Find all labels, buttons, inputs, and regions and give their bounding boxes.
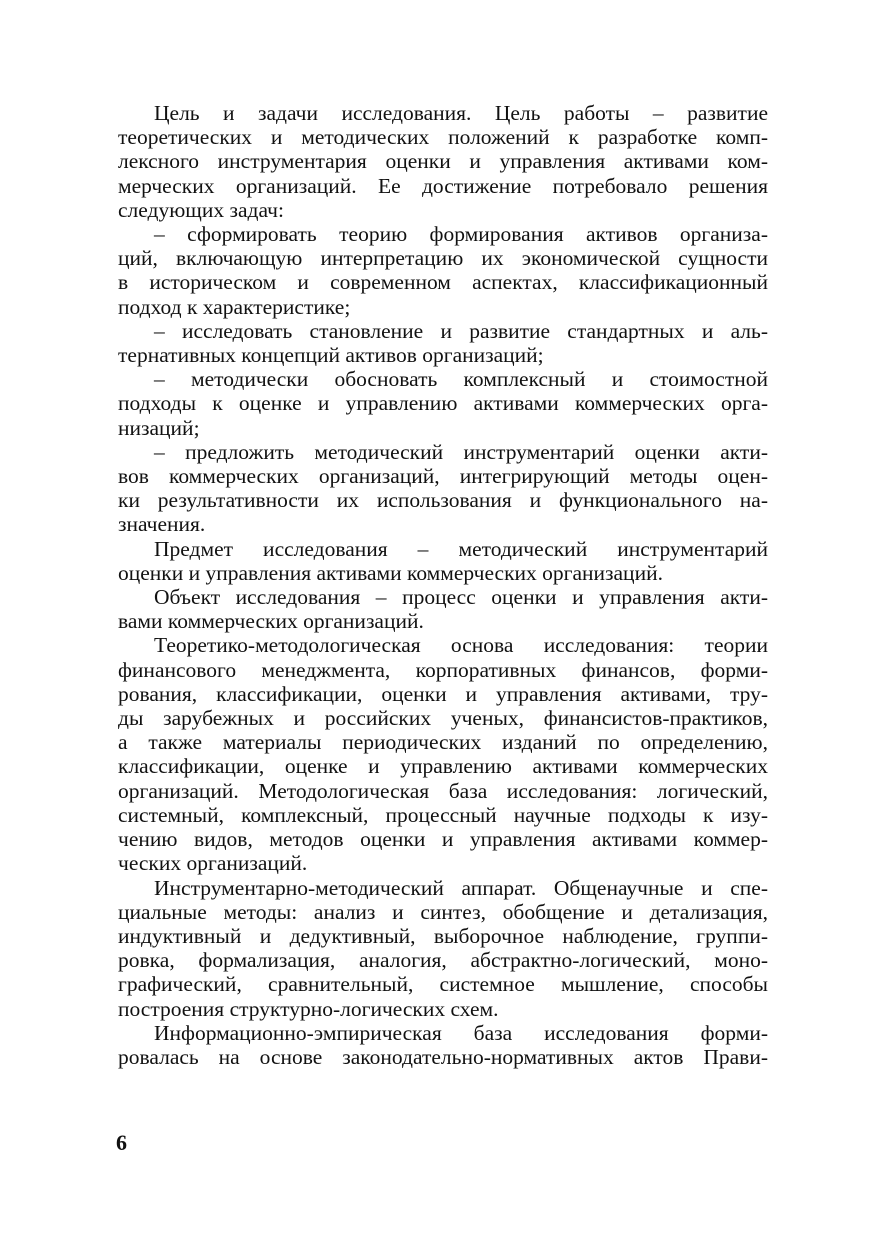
text-line: – сформировать теорию формирования активов организа- bbox=[154, 222, 768, 247]
text-line: рования, классификации, оценки и управления активами, тру- bbox=[118, 681, 768, 706]
text-line: построения структурно-логических схем. bbox=[118, 996, 499, 1021]
text-line: тернативных концепций активов организаций; bbox=[118, 343, 544, 368]
text-line: оценки и управления активами коммерческих организаций. bbox=[118, 560, 663, 585]
text-line: в историческом и современном аспектах, классификационный bbox=[118, 270, 768, 295]
text-line: Цель и задачи исследования. Цель работы – развитие bbox=[154, 101, 768, 125]
text-line: вов коммерческих организаций, интегрирующий методы оцен- bbox=[118, 464, 768, 489]
text-line: чению видов, методов оценки и управления активами коммер- bbox=[118, 827, 768, 852]
text-line: Инструментарно-методический аппарат. Общенаучные и спе- bbox=[154, 875, 768, 900]
paragraph bbox=[118, 633, 768, 875]
text-line: лексного инструментария оценки и управления активами ком- bbox=[118, 149, 768, 174]
text-line: а также материалы периодических изданий по определению, bbox=[118, 730, 768, 755]
paragraph bbox=[118, 101, 768, 222]
text-line: следующих задач: bbox=[118, 197, 284, 222]
text-line: ческих организаций. bbox=[118, 851, 308, 876]
text-line: мерческих организаций. Ее достижение потребовало решения bbox=[118, 173, 768, 198]
text-line: подход к характеристике; bbox=[118, 294, 351, 319]
text-line: финансового менеджмента, корпоративных финансов, форми- bbox=[118, 657, 768, 682]
text-line: циальные методы: анализ и синтез, обобщение и детализация, bbox=[118, 899, 768, 924]
text-line: классификации, оценке и управлению активами коммерческих bbox=[118, 754, 768, 779]
paragraph bbox=[118, 222, 768, 319]
text-line: индуктивный и дедуктивный, выборочное наблюдение, группи- bbox=[118, 923, 768, 948]
text-line: – предложить методический инструментарий оценки акти- bbox=[154, 439, 768, 464]
text-line: ций, включающую интерпретацию их экономической сущности bbox=[118, 246, 768, 271]
text-line: – исследовать становление и развитие стандартных и аль- bbox=[154, 318, 768, 343]
text-line: Информационно-эмпирическая база исследования форми- bbox=[154, 1020, 768, 1045]
text-line: ровалась на основе законодательно-нормативных актов Прави- bbox=[118, 1044, 768, 1069]
text-line: подходы к оценке и управлению активами коммерческих орга- bbox=[118, 391, 768, 416]
text-line: ды зарубежных и российских ученых, финансистов-практиков, bbox=[118, 706, 768, 731]
paragraph bbox=[118, 1021, 768, 1069]
text-line: Объект исследования – процесс оценки и управления акти- bbox=[154, 585, 768, 610]
text-line: системный, комплексный, процессный научные подходы к изу- bbox=[118, 802, 768, 827]
paragraph bbox=[118, 537, 768, 585]
text-line: организаций. Методологическая база исследования: логический, bbox=[118, 778, 768, 803]
text-line: вами коммерческих организаций. bbox=[118, 609, 424, 634]
text-line: ки результативности их использования и функционального на- bbox=[118, 488, 768, 513]
paragraph bbox=[118, 319, 768, 367]
text-line: графический, сравнительный, системное мышление, способы bbox=[118, 972, 768, 997]
text-line: Теоретико-методологическая основа исследования: теории bbox=[154, 633, 768, 658]
paragraph bbox=[118, 440, 768, 537]
text-line: – методически обосновать комплексный и стоимостной bbox=[154, 367, 768, 392]
text-line: ровка, формализация, аналогия, абстрактно-логический, моно- bbox=[118, 948, 768, 973]
paragraph bbox=[118, 585, 768, 633]
body-text bbox=[118, 101, 768, 1069]
text-line: теоретических и методических положений к разработке комп- bbox=[118, 125, 768, 150]
text-line: значения. bbox=[118, 512, 206, 537]
paragraph bbox=[118, 876, 768, 1021]
paragraph bbox=[118, 367, 768, 440]
page-number: 6 bbox=[116, 1130, 127, 1155]
text-line: Предмет исследования – методический инструментарий bbox=[154, 536, 768, 561]
text-line: низаций; bbox=[118, 415, 200, 440]
